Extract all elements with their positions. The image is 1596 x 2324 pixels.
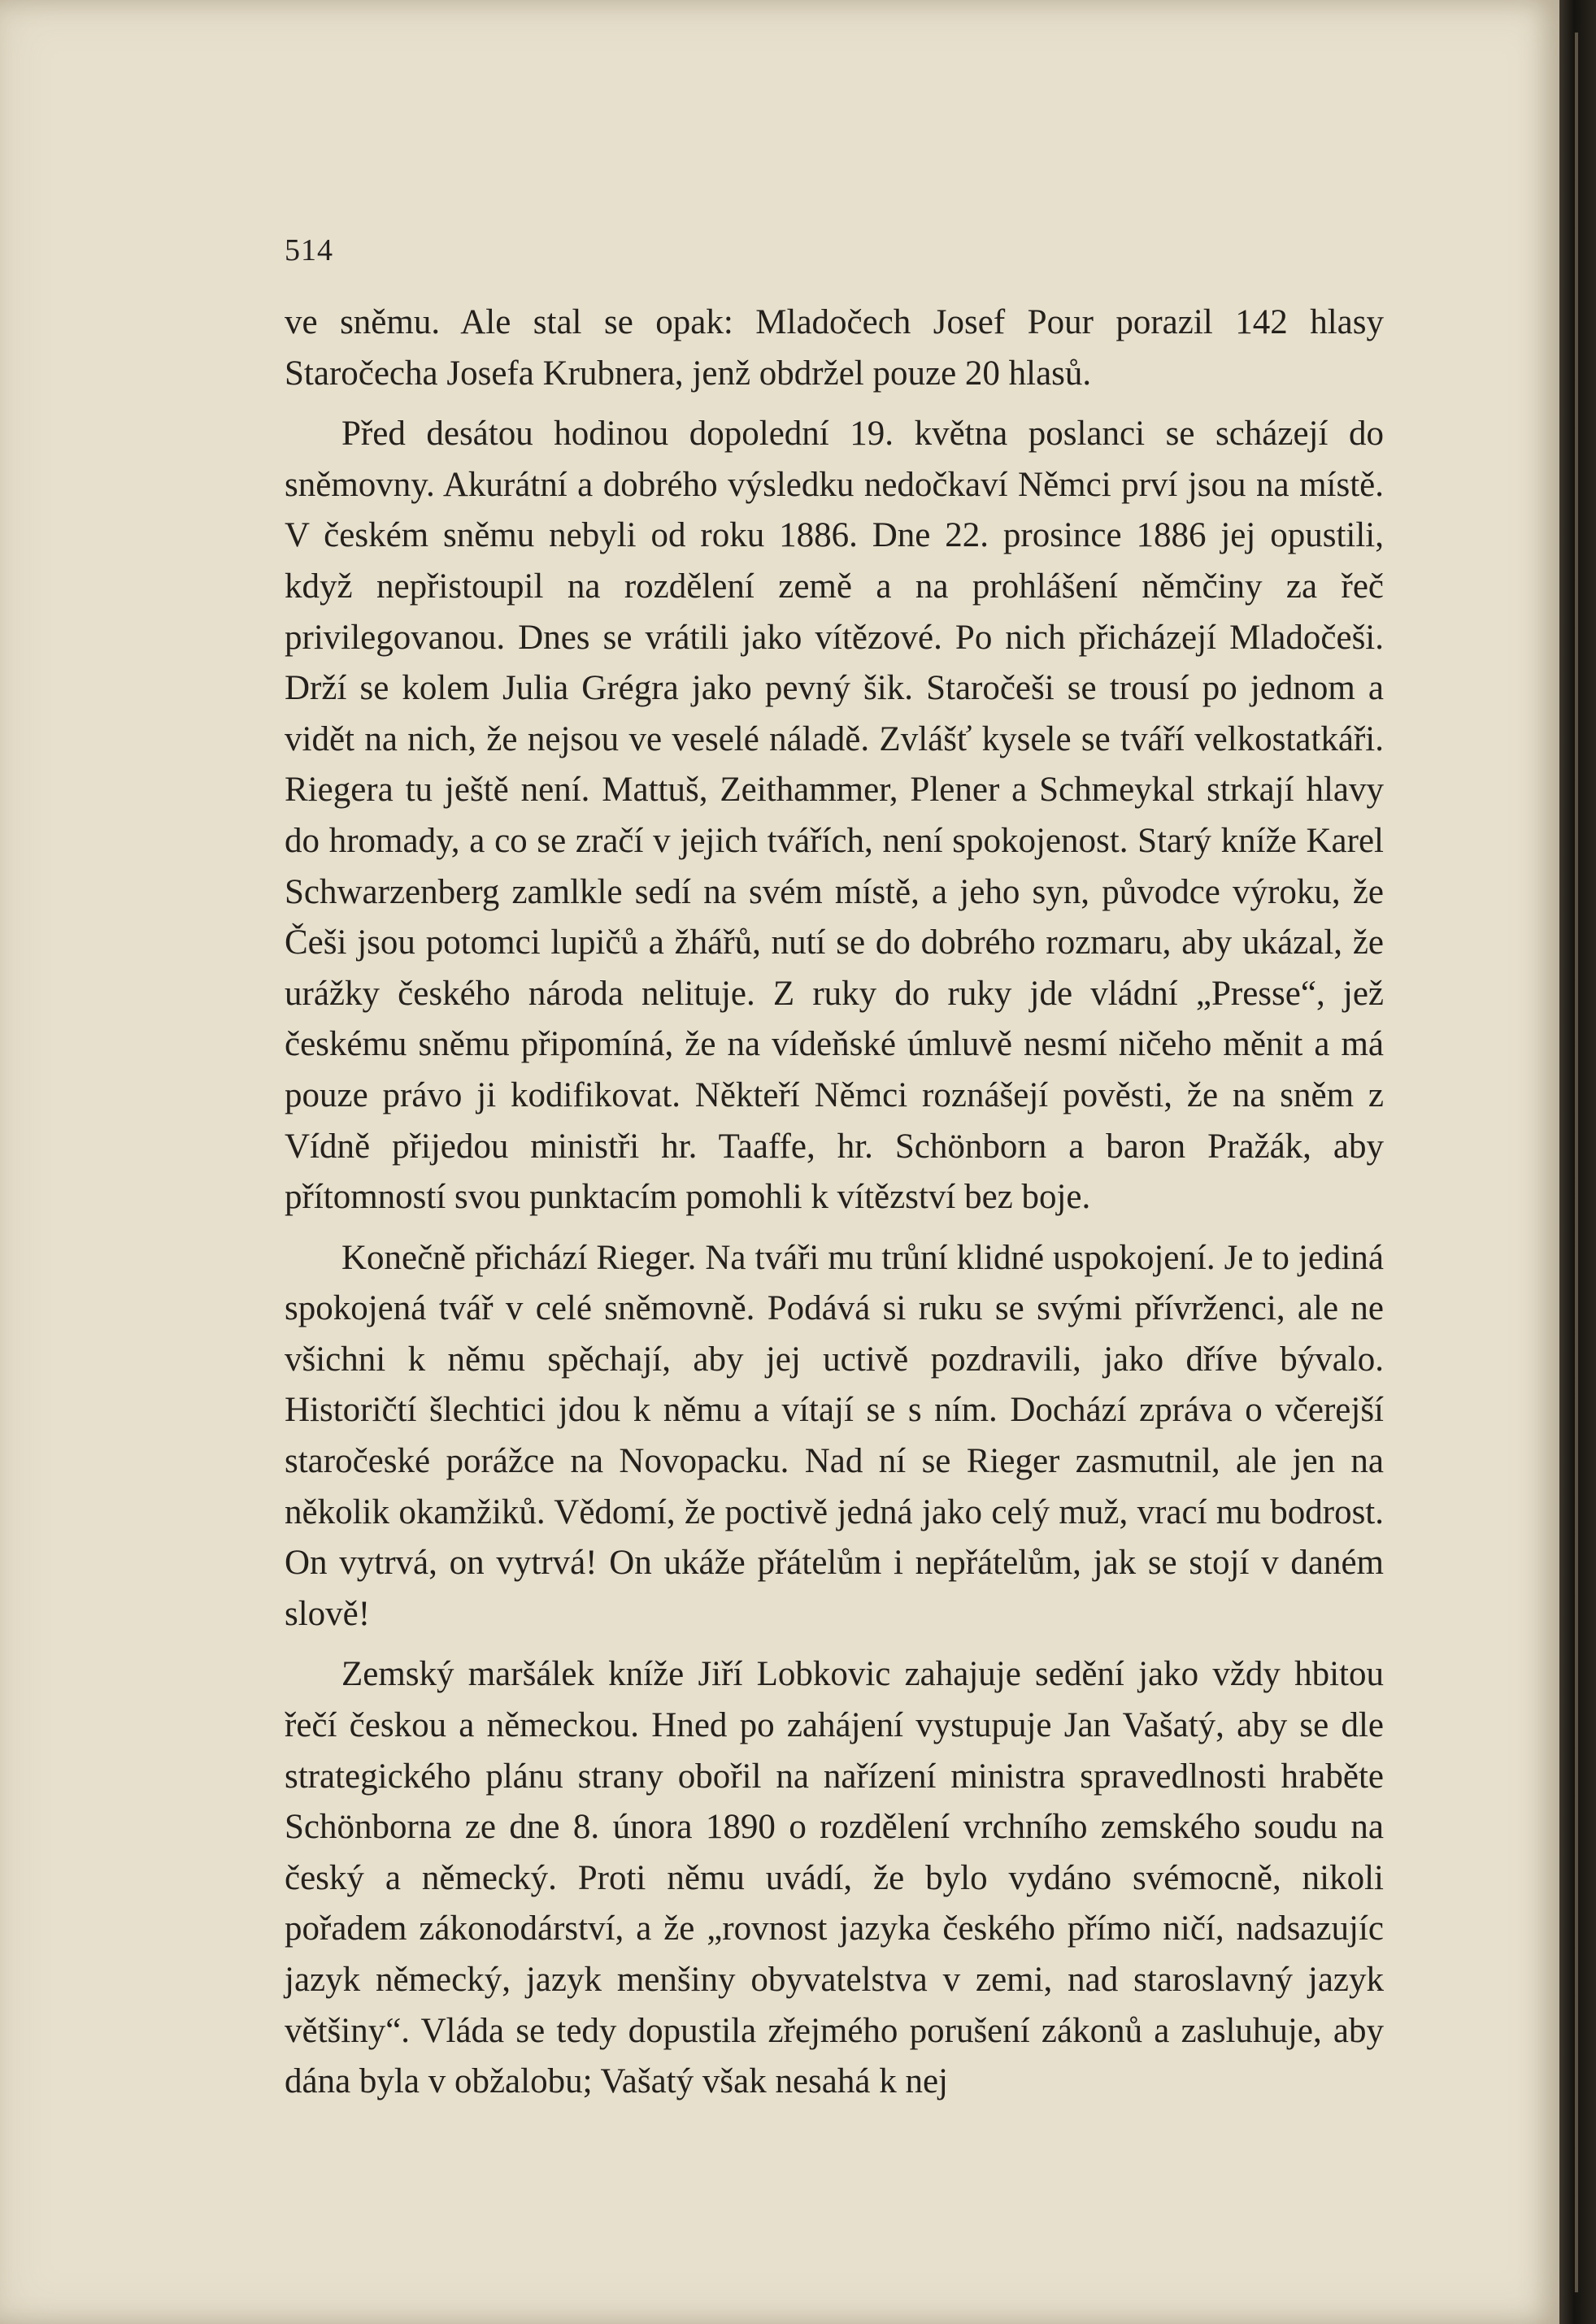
- binding-line: [1575, 33, 1578, 2292]
- paragraph: ve sněmu. Ale stal se opak: Mladočech Josef Pour porazil 142 hlasy Staročecha Josefa Krubnera, jenž obdržel pouze 20 hlasů.: [285, 303, 1384, 393]
- paragraph: Konečně přichází Rieger. Na tváři mu trůní klidné uspokojení. Je to jediná spokojená tvář v celé sněmovně. Podává si ruku se svými přívrženci, ale ne všichni k němu spěchají, aby jej uctivě pozdravili, jako dříve bývalo. Historičtí šlechtici jdou k němu a vítají se s ním. Dochází zpráva o včerejší staročeské porážce na Novopacku. Nad ní se Rieger zasmutnil, ale jen na několik okamžiků. Vědomí, že poctivě jedná jako celý muž, vrací mu bodrost. On vytrvá, on vytrvá! On ukáže přátelům i nepřátelům, jak se stojí v daném slově!: [285, 1238, 1384, 1633]
- paragraph: Zemský maršálek kníže Jiří Lobkovic zahajuje sedění jako vždy hbitou řečí českou a německou. Hned po zahájení vystupuje Jan Vašatý, aby se dle strategického plánu strany obořil na nařízení ministra spravedlnosti hraběte Schönborna ze dne 8. února 1890 o rozdělení vrchního zemského soudu na český a německý. Proti němu uvádí, že bylo vydáno svémocně, nikoli pořadem zákonodárství, a že „rovnost jazyka českého přímo ničí, nadsazujíc jazyk německý, jazyk menšiny obyvatelstva v zemi, nad staroslavný jazyk většiny“. Vláda se tedy dopustila zřejmého porušení zákonů a zasluhuje, aby dána byla v obžalobu; Vašatý však nesahá k nej: [285, 1655, 1384, 2101]
- text-body: [285, 298, 1384, 2118]
- paragraph: Před desátou hodinou dopolední 19. května poslanci se scházejí do sněmovny. Akurátní a dobrého výsledku nedočkaví Němci prví jsou na místě. V českém sněmu nebyli od roku 1886. Dne 22. prosince 1886 jej opustili, když nepřistoupil na rozdělení země a na prohlášení němčiny za řeč privilegovanou. Dnes se vrátili jako vítězové. Po nich přicházejí Mladočeši. Drží se kolem Julia Grégra jako pevný šik. Staročeši se trousí po jednom a vidět na nich, že nejsou ve veselé náladě. Zvlášť kysele se tváří velkostatkáři. Riegera tu ještě není. Mattuš, Zeithammer, Plener a Schmeykal strkají hlavy do hromady, a co se zračí v jejich tvářích, není spokojenost. Starý kníže Karel Schwarzenberg zamlkle sedí na svém místě, a jeho syn, původce výroku, že Češi jsou potomci lupičů a žhářů, nutí se do dobrého rozmaru, aby ukázal, že urážky českého národa nelituje. Z ruky do ruky jde vládní „Presse“, jež českému sněmu připomíná, že na vídeňské úmluvě nesmí ničeho měnit a má pouze právo ji kodifikovat. Někteří Němci roznášejí pověsti, že na sněm z Vídně přijedou ministři hr. Taaffe, hr. Schönborn a baron Pražák, aby přítomností svou punktacím pomohli k vítězství bez boje.: [285, 415, 1384, 1217]
- page-number: 514: [285, 233, 333, 267]
